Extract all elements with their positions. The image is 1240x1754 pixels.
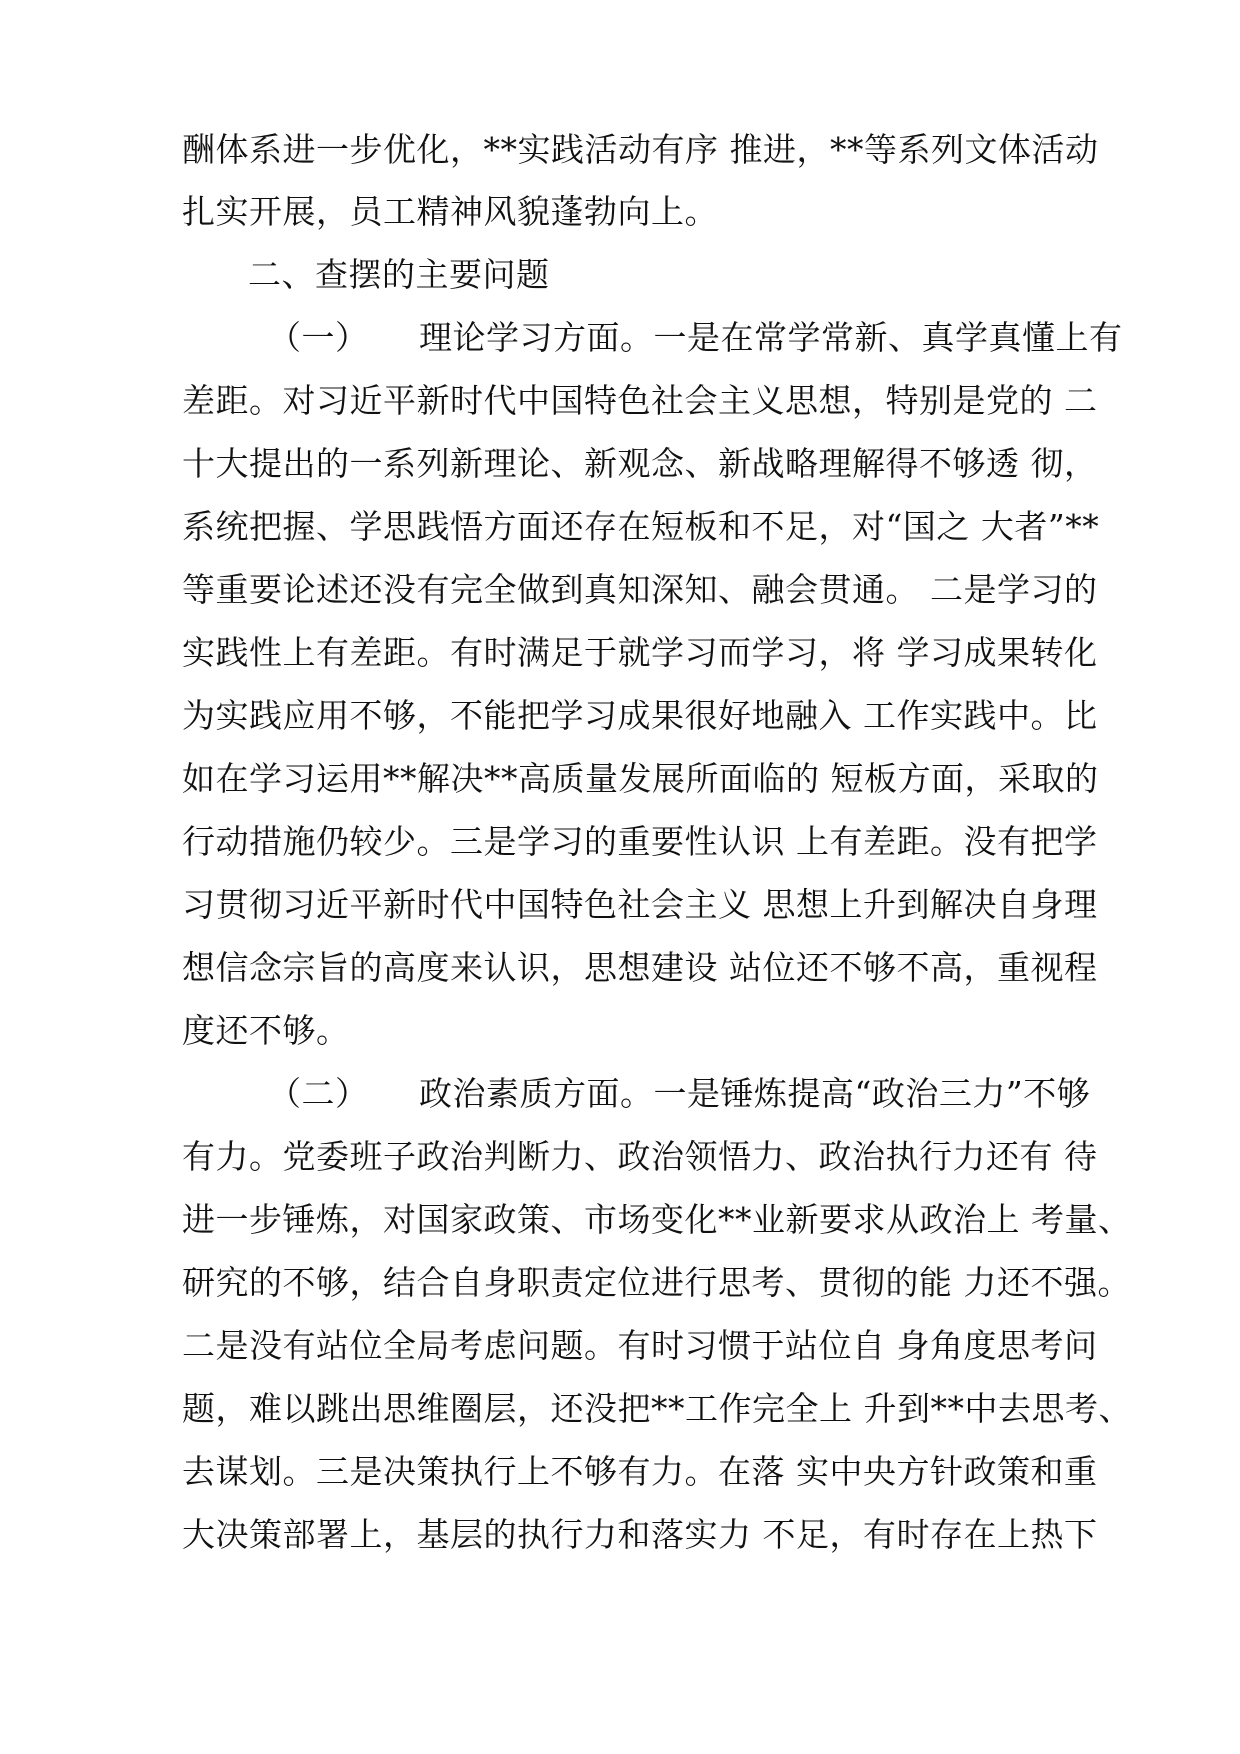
text-line: 有力。党委班子政治判断力、政治领悟力、政治执行力还有 待	[182, 1137, 1098, 1176]
text-line: 扎实开展，员工精神风貌蓬勃向上。	[182, 192, 718, 231]
section-heading: 二、查摆的主要问题	[248, 255, 550, 294]
text-line: 如在学习运用**解决**高质量发展所面临的 短板方面，采取的	[182, 759, 1099, 798]
text-line: 二是没有站位全局考虑问题。有时习惯于站位自 身角度思考问	[182, 1326, 1098, 1365]
text-line: 酬体系进一步优化，**实践活动有序 推进，**等系列文体活动	[182, 130, 1099, 169]
text-line: 等重要论述还没有完全做到真知深知、融会贯通。 二是学习的	[182, 570, 1098, 609]
text-line: 大决策部署上，基层的执行力和落实力 不足，有时存在上热下	[182, 1515, 1098, 1554]
text-line: 度还不够。	[182, 1011, 350, 1050]
text-line: 习贯彻习近平新时代中国特色社会主义 思想上升到解决自身理	[182, 885, 1098, 924]
text-line: 系统把握、学思践悟方面还存在短板和不足，对“国之 大者”**	[182, 507, 1100, 546]
text-line: 去谋划。三是决策执行上不够有力。在落 实中央方针政策和重	[182, 1452, 1098, 1491]
text-line: 十大提出的一系列新理论、新观念、新战略理解得不够透 彻，	[182, 444, 1098, 483]
subsection-heading-2: （二） 政治素质方面。一是锤炼提高“政治三力”不够	[268, 1074, 1091, 1113]
text-line: 研究的不够，结合自身职责定位进行思考、贯彻的能 力还不强。	[182, 1263, 1131, 1302]
text-line: 行动措施仍较少。三是学习的重要性认识 上有差距。没有把学	[182, 822, 1098, 861]
subsection-heading-1: （一） 理论学习方面。一是在常学常新、真学真懂上有	[268, 318, 1123, 357]
text-line: 实践性上有差距。有时满足于就学习而学习，将 学习成果转化	[182, 633, 1098, 672]
text-line: 进一步锤炼，对国家政策、市场变化**业新要求从政治上 考量、	[182, 1200, 1132, 1239]
text-line: 题，难以跳出思维圈层，还没把**工作完全上 升到**中去思考、	[182, 1389, 1132, 1428]
text-line: 想信念宗旨的高度来认识，思想建设 站位还不够不高，重视程	[182, 948, 1098, 987]
text-line: 差距。对习近平新时代中国特色社会主义思想，特别是党的 二	[182, 381, 1098, 420]
text-line: 为实践应用不够，不能把学习成果很好地融入 工作实践中。比	[182, 696, 1098, 735]
